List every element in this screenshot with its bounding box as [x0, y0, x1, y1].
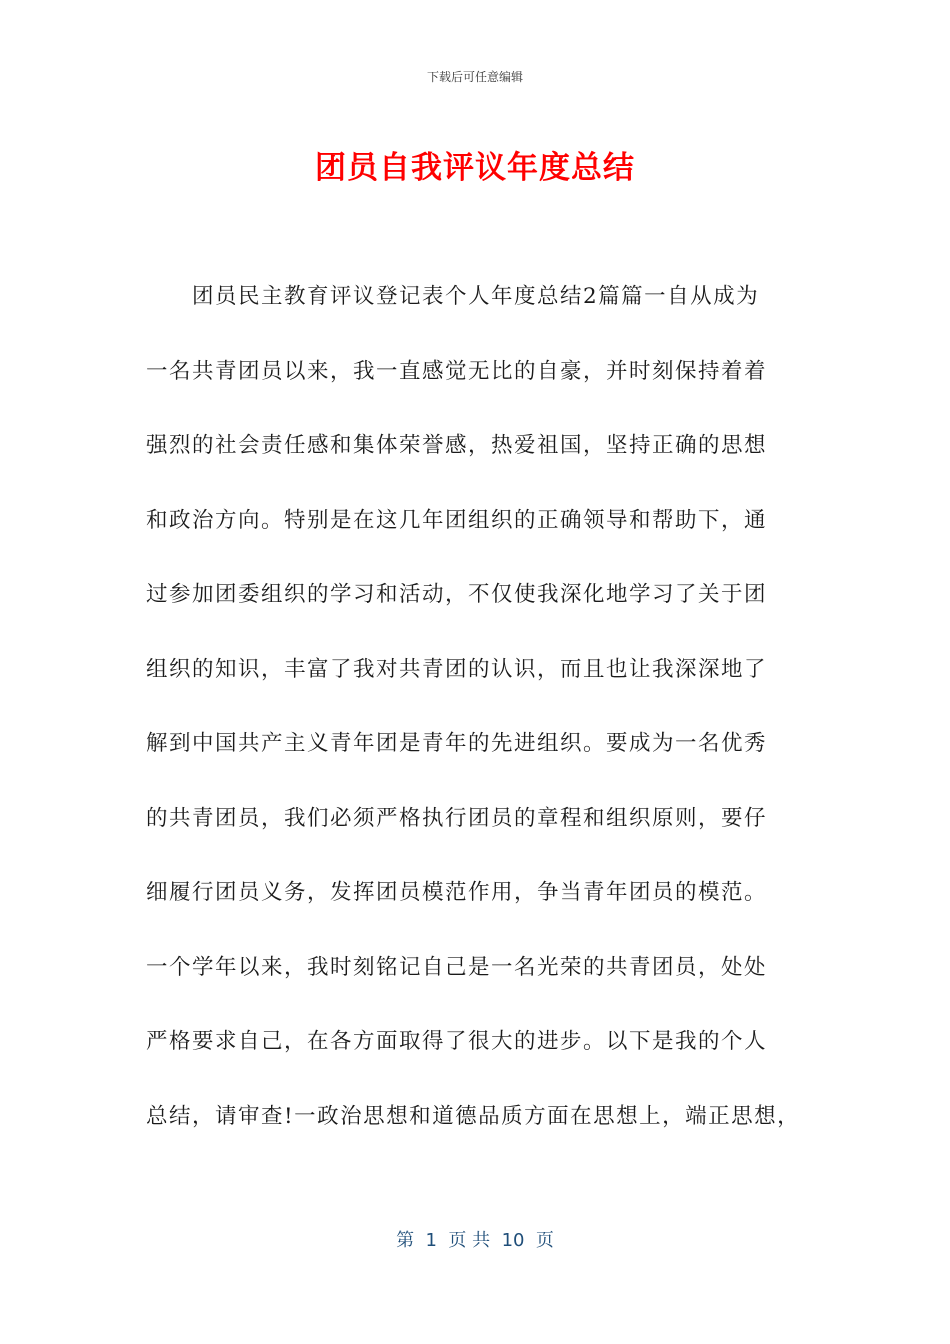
text-line: 过参加团委组织的学习和活动，不仅使我深化地学习了关于团 [146, 582, 768, 607]
text-line: 解到中国共产主义青年团是青年的先进组织。要成为一名优秀 [146, 731, 768, 756]
text-line: 一个学年以来，我时刻铭记自己是一名光荣的共青团员，处处 [146, 954, 768, 980]
text-line: 细履行团员义务，发挥团员模范作用，争当青年团员的模范。 [146, 880, 768, 905]
text-line: 严格要求自己，在各方面取得了很大的进步。以下是我的个人 [146, 1029, 768, 1054]
text-line: 强烈的社会责任感和集体荣誉感，热爱祖国，坚持正确的思想 [146, 433, 768, 458]
text-line: 和政治方向。特别是在这几年团组织的正确领导和帮助下，通 [146, 507, 768, 533]
text-line: 的共青团员，我们必须严格执行团员的章程和组织原则，要仔 [146, 805, 768, 831]
text-line: 团员民主教育评议登记表个人年度总结2篇篇一自从成为 [146, 284, 760, 309]
header-note: 下载后可任意编辑 [426, 70, 523, 84]
text-line: 一名共青团员以来，我一直感觉无比的自豪，并时刻保持着着 [146, 358, 768, 384]
document-title: 团员自我评议年度总结 [315, 150, 635, 186]
page-number-footer: 第 1 页 共 10 页 [396, 1230, 554, 1251]
text-line: 组织的知识，丰富了我对共青团的认识，而且也让我深深地了 [146, 656, 768, 682]
body-text [146, 278, 816, 1172]
text-line: 总结，请审查!一政治思想和道德品质方面在思想上，端正思想， [146, 1103, 801, 1129]
